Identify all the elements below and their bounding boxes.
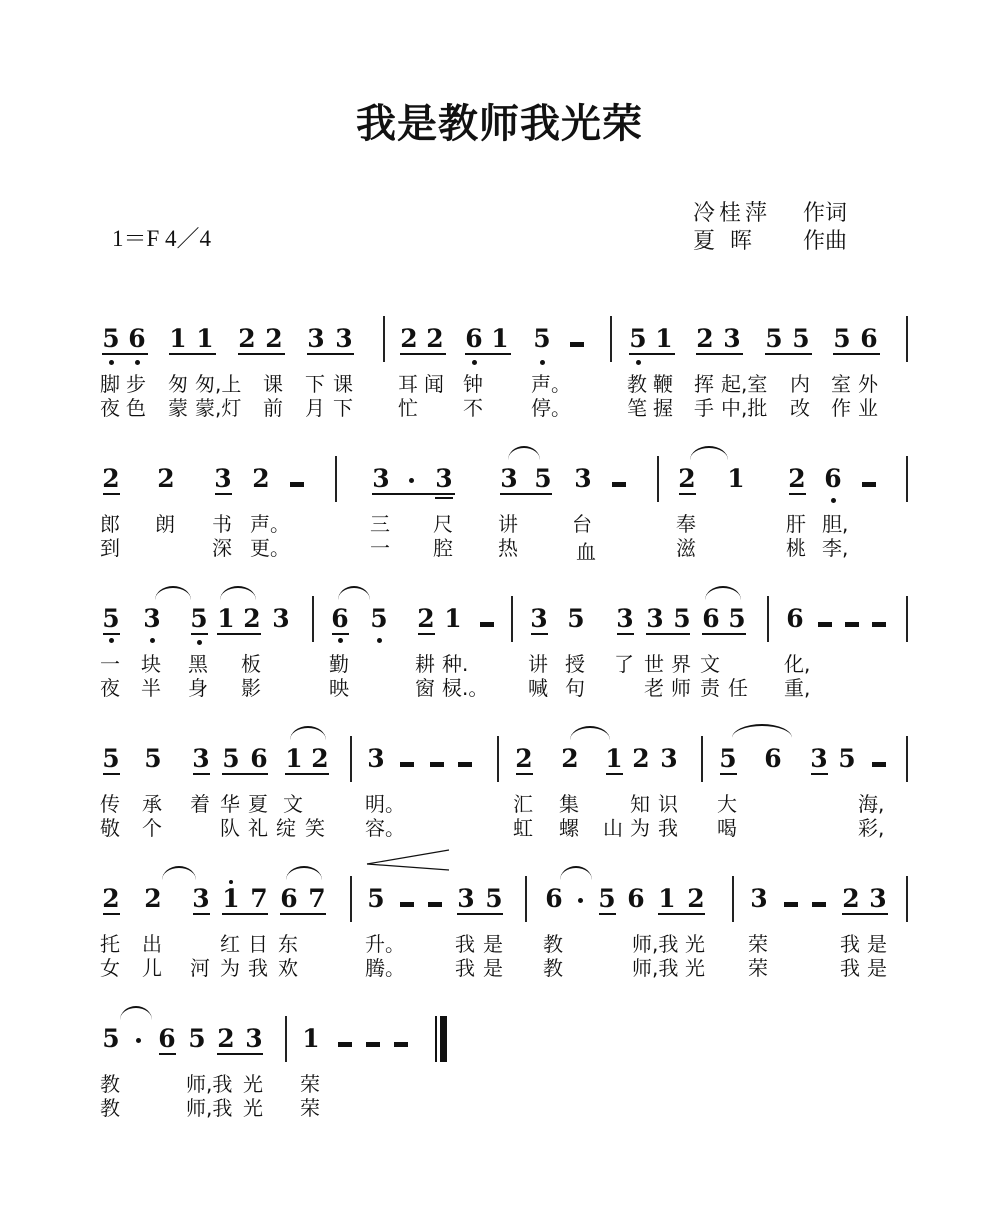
barline xyxy=(312,596,314,642)
eighth-beam xyxy=(285,773,329,775)
eighth-beam xyxy=(457,913,503,915)
note: 2 xyxy=(632,744,650,773)
eighth-beam xyxy=(629,353,675,355)
low-octave-dot xyxy=(540,360,545,365)
note: 2 xyxy=(678,464,696,493)
eighth-beam xyxy=(702,633,746,635)
eighth-beam xyxy=(833,353,880,355)
credits xyxy=(693,200,847,256)
note: 3 xyxy=(616,604,634,633)
slur xyxy=(690,446,728,460)
eighth-beam xyxy=(811,773,828,775)
dash xyxy=(366,1042,380,1047)
note: 2 xyxy=(238,324,256,353)
note: 1 xyxy=(727,464,745,493)
note: 5 xyxy=(222,744,240,773)
slur xyxy=(290,726,326,740)
eighth-beam xyxy=(307,353,354,355)
barline xyxy=(525,876,527,922)
low-octave-dot xyxy=(338,638,343,643)
note: 1 xyxy=(169,324,187,353)
dash xyxy=(812,902,826,907)
note: 5 xyxy=(102,324,120,353)
note: 1 xyxy=(655,324,673,353)
low-octave-dot xyxy=(150,638,155,643)
eighth-beam xyxy=(372,493,455,495)
eighth-beam xyxy=(646,633,690,635)
eighth-beam xyxy=(280,913,326,915)
eighth-beam xyxy=(191,633,208,635)
note: 2 xyxy=(311,744,329,773)
low-octave-dot xyxy=(472,360,477,365)
note: 3 xyxy=(372,464,390,493)
note: 2 xyxy=(417,604,435,633)
note: 3 xyxy=(574,464,592,493)
dash xyxy=(784,902,798,907)
notation-line xyxy=(100,880,920,930)
eighth-beam xyxy=(617,633,634,635)
dash xyxy=(480,622,494,627)
eighth-beam xyxy=(599,913,616,915)
slur xyxy=(338,586,370,600)
eighth-beam xyxy=(789,493,806,495)
note: 2 xyxy=(687,884,705,913)
note: 3 xyxy=(367,744,385,773)
system-6: 5 6 5 2 3 1 教 师,我 光 荣 教 师,我 光 荣 xyxy=(100,1020,920,1070)
low-octave-dot xyxy=(109,360,114,365)
note: 3 xyxy=(307,324,325,353)
note: 2 xyxy=(265,324,283,353)
system-1: 5 6 1 1 2 2 3 3 2 2 6 1 5 5 1 2 3 5 5 5 6 脚 步 匆 匆,上 课 下 课 耳 闻 钟 声。 教 鞭 挥 起,室 内 室 外 夜 色 蒙 蒙,灯 前 月 下 忙 不 停。 笔 握 手 中,批 改 作 业 xyxy=(100,320,920,370)
note: 2 xyxy=(842,884,860,913)
augmentation-dot xyxy=(136,1038,141,1043)
note: 6 xyxy=(158,1024,176,1053)
note: 5 xyxy=(367,884,385,913)
note: 2 xyxy=(144,884,162,913)
slur xyxy=(560,866,592,880)
note: 2 xyxy=(217,1024,235,1053)
note: 5 xyxy=(719,744,737,773)
note: 5 xyxy=(102,604,120,633)
note: 3 xyxy=(646,604,664,633)
dash xyxy=(570,342,584,347)
eighth-beam xyxy=(169,353,216,355)
dash xyxy=(612,482,626,487)
note: 3 xyxy=(435,464,453,493)
note: 3 xyxy=(272,604,290,633)
note: 3 xyxy=(660,744,678,773)
note: 6 xyxy=(764,744,782,773)
note: 6 xyxy=(331,604,349,633)
barline xyxy=(497,736,499,782)
note: 6 xyxy=(128,324,146,353)
note: 6 xyxy=(545,884,563,913)
note: 6 xyxy=(702,604,720,633)
note: 5 xyxy=(567,604,585,633)
system-4: 5 5 3 5 6 1 2 3 2 2 1 2 3 5 6 3 5 传 承 着 华 夏 文 明。 汇 集 知 识 大 海, 敬 个 队 礼 绽 笑 容。 虹 螺 山 为 我 喝 彩, xyxy=(100,740,920,790)
dash xyxy=(818,622,832,627)
eighth-beam xyxy=(238,353,285,355)
final-barline-thin xyxy=(435,1016,437,1062)
system-2: 2 2 3 2 3 3 3 5 3 2 1 2 6 郎 朗 书 声。 三 尺 讲 台 奉 肝 胆, 到 深 更。 一 腔 热 血 滋 桃 李, xyxy=(100,460,920,510)
barline xyxy=(906,456,908,502)
song-title: 我是教师我光荣 xyxy=(356,101,643,147)
note: 2 xyxy=(515,744,533,773)
dash xyxy=(872,622,886,627)
note: 5 xyxy=(629,324,647,353)
barline xyxy=(906,876,908,922)
dash xyxy=(338,1042,352,1047)
note: 5 xyxy=(485,884,503,913)
note: 2 xyxy=(561,744,579,773)
note: 1 xyxy=(302,1024,320,1053)
note: 5 xyxy=(370,604,388,633)
note: 5 xyxy=(144,744,162,773)
notation-line xyxy=(100,320,920,370)
note: 2 xyxy=(788,464,806,493)
eighth-beam xyxy=(102,353,148,355)
slur xyxy=(732,724,792,738)
eighth-beam xyxy=(418,633,435,635)
dash xyxy=(428,902,442,907)
note: 3 xyxy=(192,884,210,913)
eighth-beam xyxy=(606,773,623,775)
note: 5 xyxy=(673,604,691,633)
barline xyxy=(383,316,385,362)
note: 5 xyxy=(102,744,120,773)
slur xyxy=(570,726,610,740)
note: 1 xyxy=(491,324,509,353)
note: 3 xyxy=(750,884,768,913)
note: 2 xyxy=(102,884,120,913)
eighth-beam xyxy=(222,913,268,915)
note: 2 xyxy=(426,324,444,353)
note: 7 xyxy=(250,884,268,913)
barline xyxy=(610,316,612,362)
eighth-beam xyxy=(103,493,120,495)
note: 3 xyxy=(457,884,475,913)
note: 5 xyxy=(534,464,552,493)
eighth-beam xyxy=(842,913,888,915)
barline xyxy=(732,876,734,922)
slur xyxy=(120,1006,152,1020)
eighth-beam xyxy=(159,1053,176,1055)
eighth-beam xyxy=(658,913,705,915)
eighth-beam xyxy=(193,773,210,775)
barline xyxy=(350,876,352,922)
augmentation-dot xyxy=(409,478,414,483)
dash xyxy=(394,1042,408,1047)
slur xyxy=(286,866,322,880)
barline xyxy=(906,736,908,782)
low-octave-dot xyxy=(831,498,836,503)
eighth-beam xyxy=(103,913,120,915)
slur xyxy=(155,586,191,600)
note: 6 xyxy=(786,604,804,633)
note: 2 xyxy=(102,464,120,493)
eighth-beam xyxy=(193,913,210,915)
note: 1 xyxy=(217,604,235,633)
note: 5 xyxy=(765,324,783,353)
barline xyxy=(511,596,513,642)
note: 3 xyxy=(530,604,548,633)
note: 2 xyxy=(243,604,261,633)
note: 1 xyxy=(605,744,623,773)
note: 5 xyxy=(833,324,851,353)
barline xyxy=(906,596,908,642)
note: 3 xyxy=(245,1024,263,1053)
note: 1 xyxy=(285,744,303,773)
dash xyxy=(400,762,414,767)
augmentation-dot xyxy=(578,898,583,903)
note: 5 xyxy=(190,604,208,633)
notation-line xyxy=(100,460,920,510)
eighth-beam xyxy=(215,493,232,495)
composer-credit: 夏 晖 作曲 xyxy=(693,229,848,254)
barline xyxy=(335,456,337,502)
note: 1 xyxy=(658,884,676,913)
eighth-beam xyxy=(103,633,120,635)
notation-line xyxy=(100,740,920,790)
eighth-beam xyxy=(696,353,743,355)
slur xyxy=(508,446,540,460)
note: 2 xyxy=(252,464,270,493)
note: 5 xyxy=(838,744,856,773)
note: 3 xyxy=(143,604,161,633)
eighth-beam xyxy=(400,353,446,355)
note: 3 xyxy=(810,744,828,773)
note: 3 xyxy=(869,884,887,913)
eighth-beam xyxy=(465,353,511,355)
note: 3 xyxy=(214,464,232,493)
barline xyxy=(657,456,659,502)
eighth-beam xyxy=(332,633,349,635)
dash xyxy=(872,762,886,767)
barline xyxy=(906,316,908,362)
dash xyxy=(458,762,472,767)
note: 5 xyxy=(188,1024,206,1053)
note: 3 xyxy=(500,464,518,493)
slur xyxy=(705,586,741,600)
note: 2 xyxy=(157,464,175,493)
key-signature: 1＝F 4／4 xyxy=(112,226,212,251)
lyricist-credit: 冷桂萍 作词 xyxy=(693,201,848,226)
eighth-beam xyxy=(765,353,812,355)
eighth-beam xyxy=(720,773,737,775)
eighth-beam xyxy=(500,493,552,495)
eighth-beam xyxy=(531,633,548,635)
note: 3 xyxy=(723,324,741,353)
dash xyxy=(400,902,414,907)
dash xyxy=(862,482,876,487)
low-octave-dot xyxy=(109,638,114,643)
sixteenth-beam xyxy=(435,497,453,499)
note: 2 xyxy=(400,324,418,353)
note: 5 xyxy=(598,884,616,913)
note: 3 xyxy=(335,324,353,353)
note: 1 xyxy=(196,324,214,353)
note: 7 xyxy=(308,884,326,913)
note: 5 xyxy=(792,324,810,353)
system-5: 2 2 3 1 7 6 7 5 3 5 6 5 6 1 2 3 2 3 托 出 红 日 东 升。 我 是 教 师,我 光 荣 我 是 女 儿 河 为 我 欢 腾。 我 是 教 师,我 光 荣 我 是 xyxy=(100,880,920,930)
slur xyxy=(220,586,256,600)
eighth-beam xyxy=(222,773,268,775)
note: 5 xyxy=(102,1024,120,1053)
eighth-beam xyxy=(103,773,120,775)
dash xyxy=(430,762,444,767)
note: 1 xyxy=(444,604,462,633)
note: 6 xyxy=(280,884,298,913)
note: 5 xyxy=(728,604,746,633)
note: 6 xyxy=(824,464,842,493)
notation-line xyxy=(100,600,920,650)
eighth-beam xyxy=(516,773,533,775)
barline xyxy=(350,736,352,782)
notation-line xyxy=(100,1020,920,1070)
eighth-beam xyxy=(217,633,261,635)
eighth-beam xyxy=(679,493,696,495)
low-octave-dot xyxy=(636,360,641,365)
low-octave-dot xyxy=(197,640,202,645)
note: 6 xyxy=(250,744,268,773)
crescendo-hairpin xyxy=(365,848,455,876)
eighth-beam xyxy=(217,1053,263,1055)
barline xyxy=(701,736,703,782)
note: 6 xyxy=(627,884,645,913)
note: 6 xyxy=(860,324,878,353)
low-octave-dot xyxy=(377,638,382,643)
note: 6 xyxy=(465,324,483,353)
note: 5 xyxy=(533,324,551,353)
barline xyxy=(285,1016,287,1062)
note: 2 xyxy=(696,324,714,353)
high-octave-dot xyxy=(229,880,233,884)
slur xyxy=(162,866,196,880)
final-barline-thick xyxy=(440,1016,447,1062)
dash xyxy=(290,482,304,487)
barline xyxy=(767,596,769,642)
note: 3 xyxy=(192,744,210,773)
note: 1 xyxy=(222,884,240,913)
system-3: 5 3 5 1 2 3 6 5 2 1 3 5 3 3 5 6 5 6 一 块 黑 板 勤 耕 种. 讲 授 了 世 界 文 化, 夜 半 身 影 映 窗 棂.。 喊 句 老 师 责 任 重, xyxy=(100,600,920,650)
low-octave-dot xyxy=(135,360,140,365)
dash xyxy=(845,622,859,627)
